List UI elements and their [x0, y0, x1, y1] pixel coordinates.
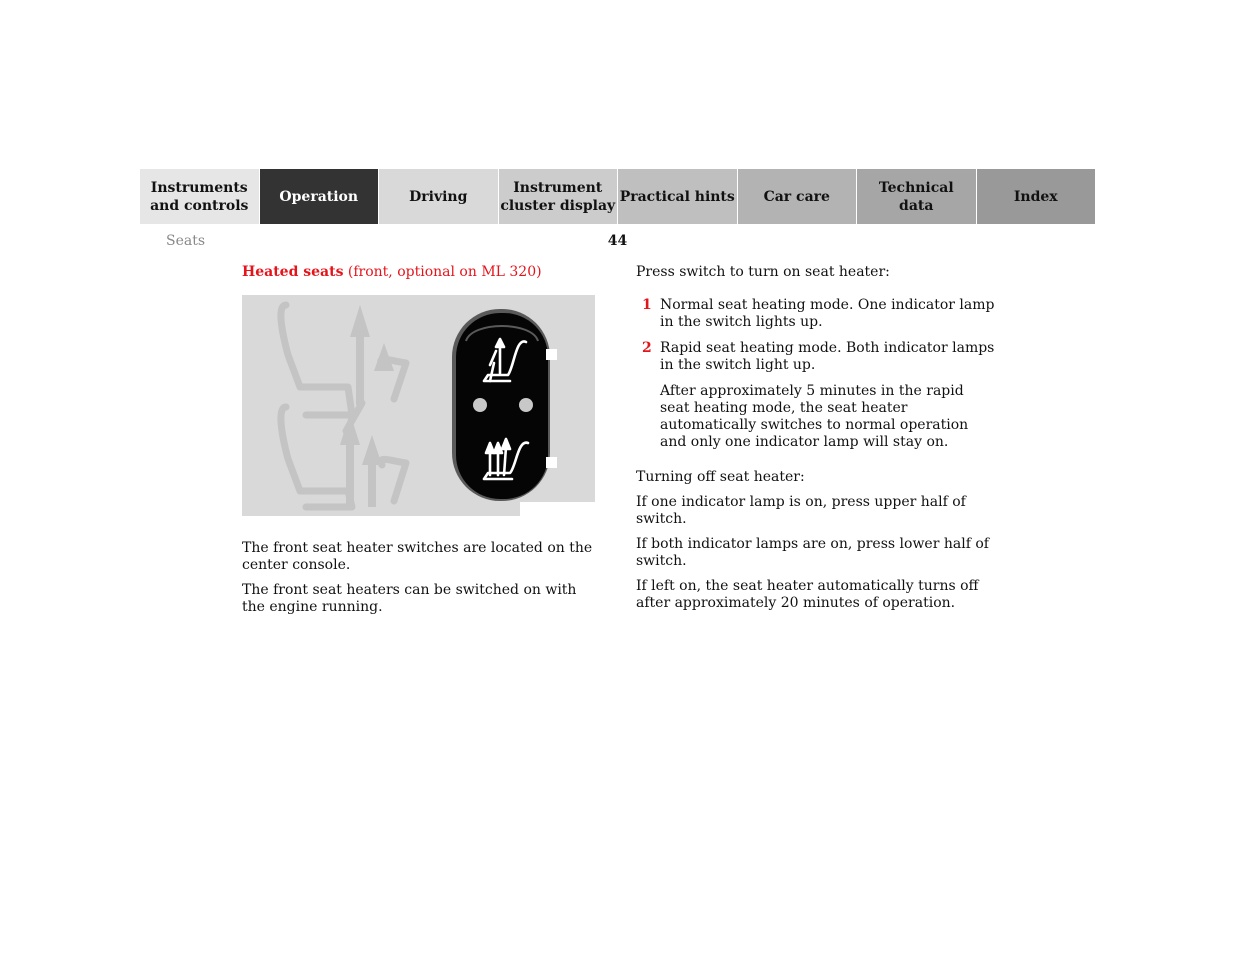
callout-box-1	[546, 349, 557, 360]
section-title: Seats	[166, 233, 206, 249]
list-item	[636, 340, 996, 374]
tab-label: Car care	[763, 188, 830, 205]
turn-off-both-lamps: If both indicator lamps are on, press lower half of switch.	[636, 536, 989, 569]
item-text: Rapid seat heating mode. Both indicator lamps in the switch light up.	[660, 340, 995, 373]
tab-label: Operation	[279, 188, 359, 205]
tab-technical-data[interactable]	[857, 169, 977, 224]
location-paragraph: The front seat heater switches are located on the center console.	[242, 540, 593, 573]
tab-instruments-and-controls[interactable]	[140, 169, 260, 224]
callout-box-2	[546, 457, 557, 468]
figure-illustration	[242, 295, 596, 516]
item-number: 1	[642, 297, 652, 313]
tab-operation[interactable]	[260, 169, 380, 224]
tab-label: Index	[1013, 188, 1058, 205]
callout-2: 2	[568, 457, 574, 468]
engine-running-paragraph: The front seat heaters can be switched on with the engine running.	[242, 582, 577, 615]
chapter-tabs	[140, 169, 1095, 224]
tab-label: Practical hints	[619, 188, 735, 205]
right-column	[636, 264, 996, 620]
auto-off-note: If left on, the seat heater automatically turns off after approximately 20 minutes of operation.	[636, 578, 979, 611]
tab-label: Instruments and controls	[150, 179, 249, 214]
tab-instrument-cluster-display[interactable]	[499, 169, 619, 224]
section-heading	[242, 264, 602, 281]
turn-on-intro: Press switch to turn on seat heater:	[636, 264, 890, 280]
seat-heater-switch-figure	[242, 295, 596, 516]
tab-driving[interactable]	[379, 169, 499, 224]
tab-practical-hints[interactable]	[618, 169, 738, 224]
heading-title: Heated seats	[242, 264, 344, 280]
tab-car-care[interactable]	[738, 169, 858, 224]
item-text: Normal seat heating mode. One indicator lamp in the switch lights up.	[660, 297, 995, 330]
indicator-lamp-right	[519, 398, 533, 412]
tab-index[interactable]	[977, 169, 1096, 224]
tab-label: Instrument cluster display	[500, 179, 616, 214]
list-item	[636, 297, 996, 331]
turn-off-one-lamp: If one indicator lamp is on, press upper half of switch.	[636, 494, 966, 527]
page-number: 44	[607, 233, 628, 249]
heading-subtitle: (front, optional on ML 320)	[343, 264, 542, 280]
rapid-mode-note: After approximately 5 minutes in the rapid seat heating mode, the seat heater automatically switches to normal operation and only one indicator lamp will stay on.	[660, 383, 969, 450]
indicator-lamp-left	[473, 398, 487, 412]
left-column	[242, 264, 602, 624]
item-number: 2	[642, 340, 652, 356]
turn-off-heading: Turning off seat heater:	[636, 469, 805, 485]
tab-label: Technical data	[878, 179, 954, 214]
tab-label: Driving	[409, 188, 468, 205]
callout-1: 1	[568, 349, 574, 360]
